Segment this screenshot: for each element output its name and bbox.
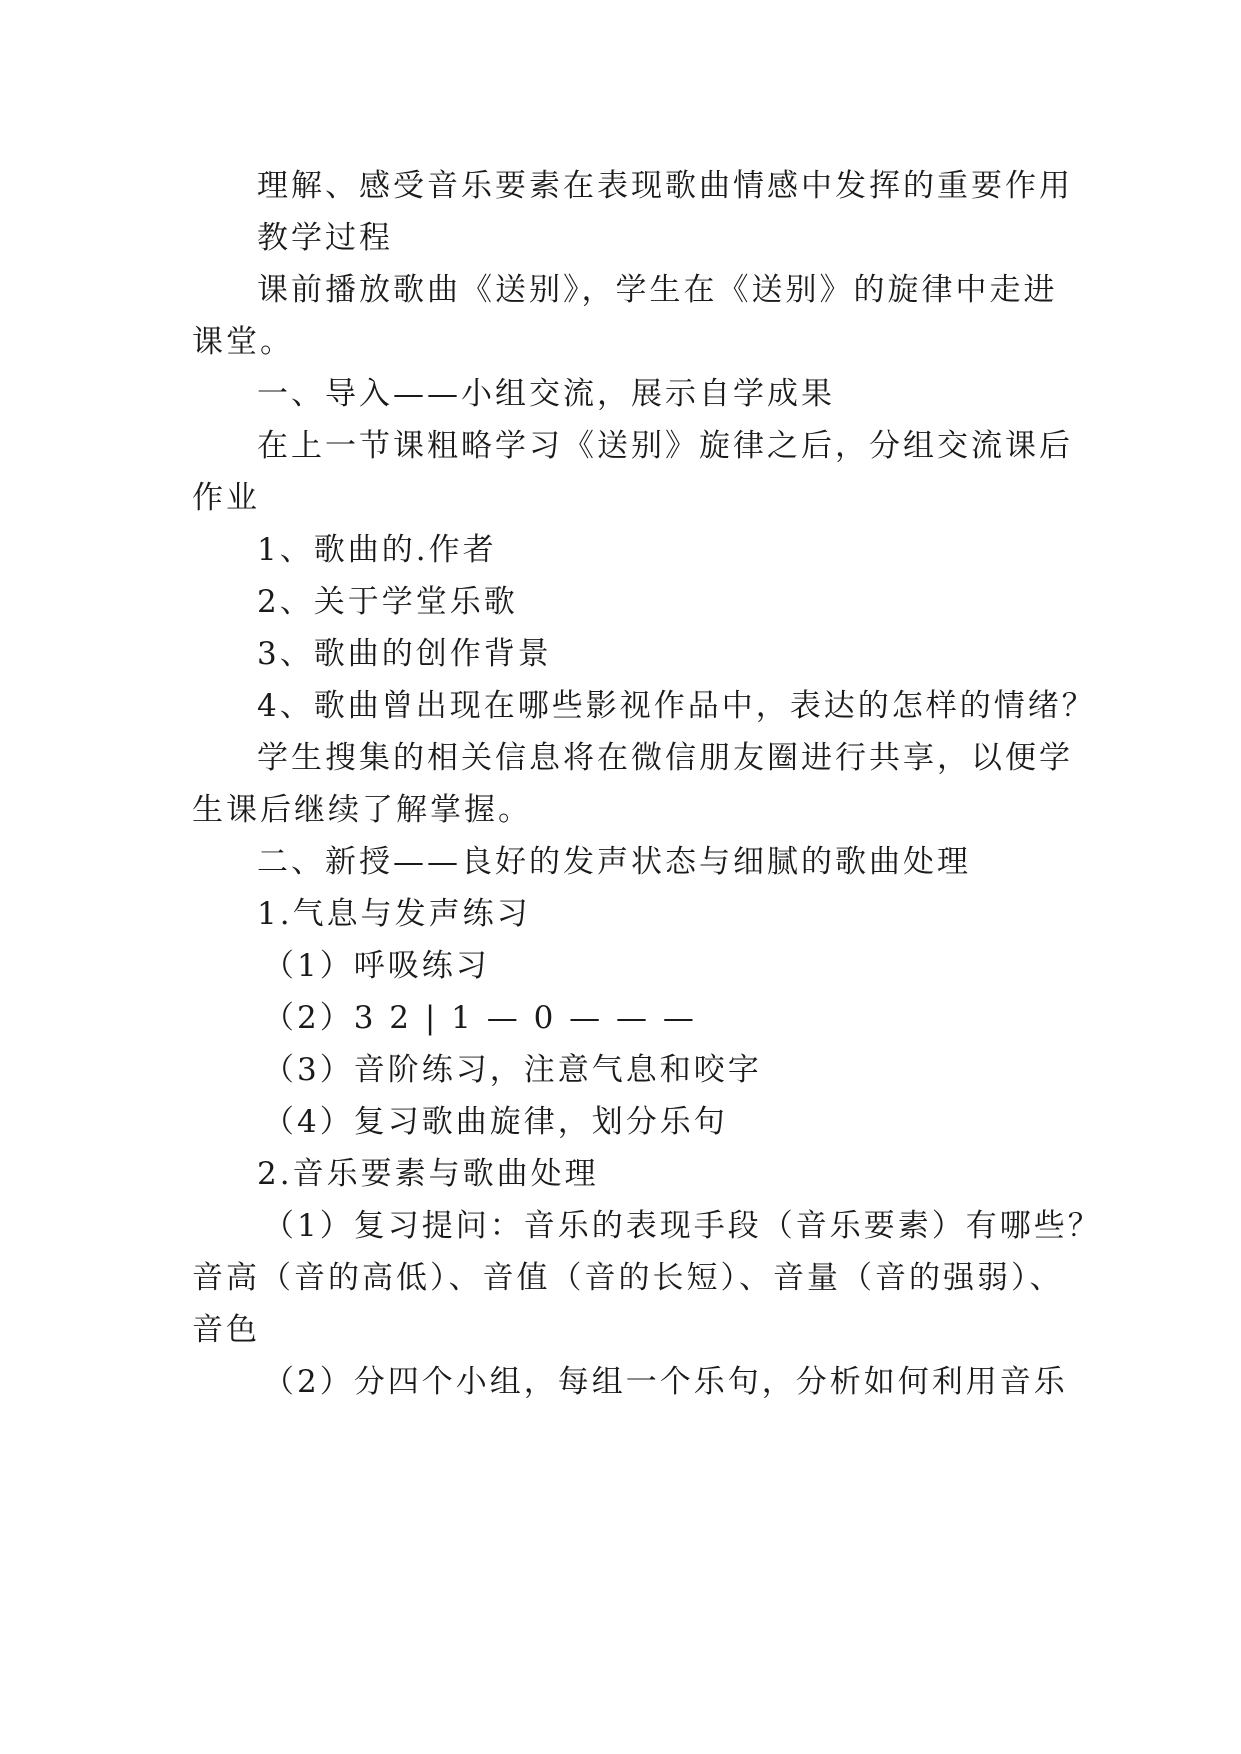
subsection-heading: 1.气息与发声练习 bbox=[257, 896, 531, 932]
list-item: 2、关于学堂乐歌 bbox=[257, 584, 518, 620]
paragraph-line: 音色 bbox=[192, 1312, 260, 1348]
list-item: 4、歌曲曾出现在哪些影视作品中，表达的怎样的情绪？ bbox=[257, 688, 1096, 724]
section-heading: 教学过程 bbox=[257, 220, 393, 256]
list-item: （2）3 2 | 1 — 0 — — — bbox=[263, 1000, 697, 1036]
list-item: 1、歌曲的.作者 bbox=[257, 532, 497, 568]
paragraph-line: 学生搜集的相关信息将在微信朋友圈进行共享，以便学 bbox=[257, 740, 1073, 776]
section-heading: 二、新授——良好的发声状态与细腻的歌曲处理 bbox=[257, 844, 971, 880]
subsection-heading: 2.音乐要素与歌曲处理 bbox=[257, 1156, 599, 1192]
section-heading: 一、导入——小组交流，展示自学成果 bbox=[257, 376, 835, 412]
list-item: （2）分四个小组，每组一个乐句，分析如何利用音乐 bbox=[263, 1364, 1068, 1400]
list-item: （3）音阶练习，注意气息和咬字 bbox=[263, 1052, 762, 1088]
paragraph-line: 生课后继续了解掌握。 bbox=[192, 792, 532, 828]
list-item: （1）复习提问：音乐的表现手段（音乐要素）有哪些？ bbox=[263, 1208, 1102, 1244]
list-item: 3、歌曲的创作背景 bbox=[257, 636, 552, 672]
paragraph-line: 音高（音的高低）、音值（音的长短）、音量（音的强弱）、 bbox=[192, 1260, 1064, 1296]
paragraph-line: 课前播放歌曲《送别》，学生在《送别》的旋律中走进 bbox=[257, 272, 1058, 308]
paragraph-line: 作业 bbox=[192, 480, 260, 516]
paragraph-line: 理解、感受音乐要素在表现歌曲情感中发挥的重要作用 bbox=[257, 168, 1073, 204]
paragraph-line: 在上一节课粗略学习《送别》旋律之后，分组交流课后 bbox=[257, 428, 1073, 464]
paragraph-line: 课堂。 bbox=[192, 324, 294, 360]
list-item: （1）呼吸练习 bbox=[263, 948, 490, 984]
list-item: （4）复习歌曲旋律，划分乐句 bbox=[263, 1104, 728, 1140]
